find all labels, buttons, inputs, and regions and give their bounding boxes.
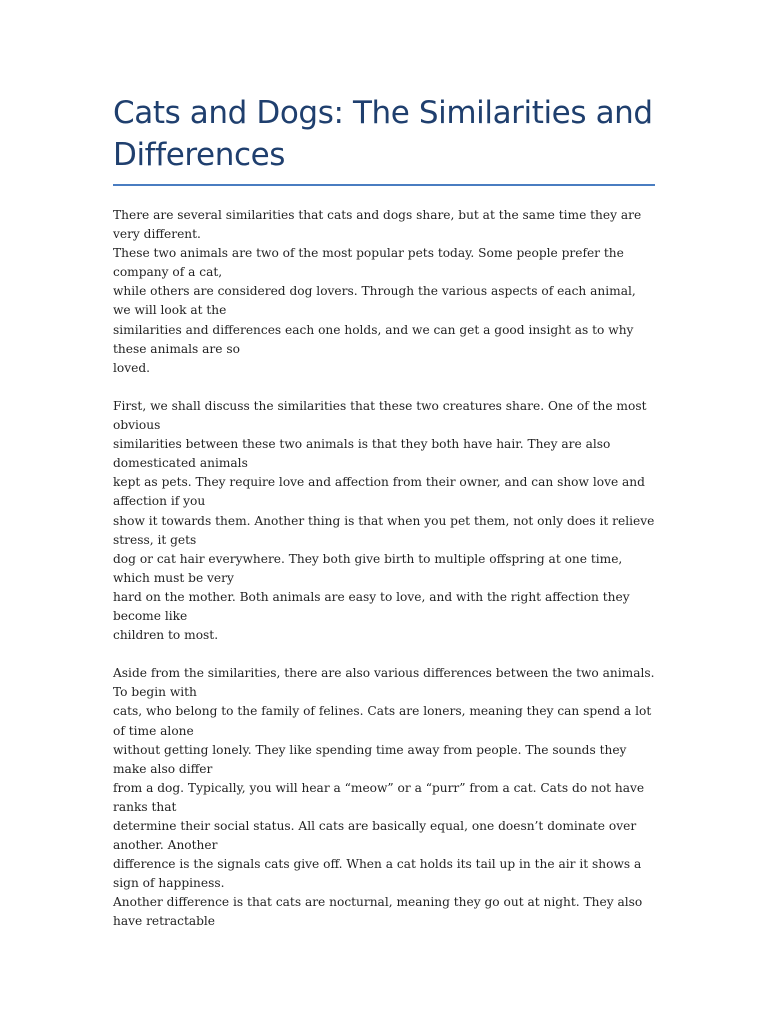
text-line: similarities and differences each one holds, and we can get a good insight as to why these animals are so	[113, 322, 634, 356]
text-line: There are several similarities that cats and dogs share, but at the same time they are very different.	[113, 208, 642, 242]
text-line: Another difference is that cats are nocturnal, meaning they go out at night. They also have retractable	[113, 895, 643, 929]
text-line: First, we shall discuss the similarities that these two creatures share. One of the most obvious	[113, 398, 647, 433]
text-line: show it towards them. Another thing is that when you pet them, not only does it relieve stress, it gets	[113, 513, 655, 547]
text-line: cats, who belong to the family of felines. Cats are loners, meaning they can spend a lot of time alone	[113, 704, 652, 738]
paragraph-3	[113, 664, 655, 931]
document-title: Cats and Dogs: The Similarities and Differences	[113, 92, 655, 186]
text-line: hard on the mother. Both animals are easy to love, and with the right affection they become like	[113, 589, 630, 623]
text-line: determine their social status. All cats are basically equal, one doesn’t dominate over another. Another	[113, 819, 637, 853]
text-line: children to most.	[113, 628, 219, 643]
text-line: difference is the signals cats give off. When a cat holds its tail up in the air it shows a sign of happiness.	[113, 857, 642, 891]
document-page	[113, 92, 655, 951]
paragraph-2	[113, 397, 655, 645]
text-line: dog or cat hair everywhere. They both give birth to multiple offspring at one time, which must be very	[113, 551, 623, 585]
text-line: Aside from the similarities, there are also various differences between the two animals. To begin with	[113, 666, 655, 700]
document-body	[113, 206, 655, 932]
text-line: while others are considered dog lovers. Through the various aspects of each animal, we will look at the	[113, 284, 636, 318]
text-line: These two animals are two of the most popular pets today. Some people prefer the company of a cat,	[113, 246, 624, 280]
paragraph-1	[113, 206, 655, 378]
text-line: loved.	[113, 360, 151, 375]
text-line: kept as pets. They require love and affection from their owner, and can show love and affection if you	[113, 475, 645, 509]
text-line: similarities between these two animals is that they both have hair. They are also domesticated animals	[113, 437, 611, 471]
text-line: without getting lonely. They like spending time away from people. The sounds they make also differ	[113, 742, 627, 776]
text-line: from a dog. Typically, you will hear a “meow” or a “purr” from a cat. Cats do not have ranks that	[113, 780, 645, 814]
